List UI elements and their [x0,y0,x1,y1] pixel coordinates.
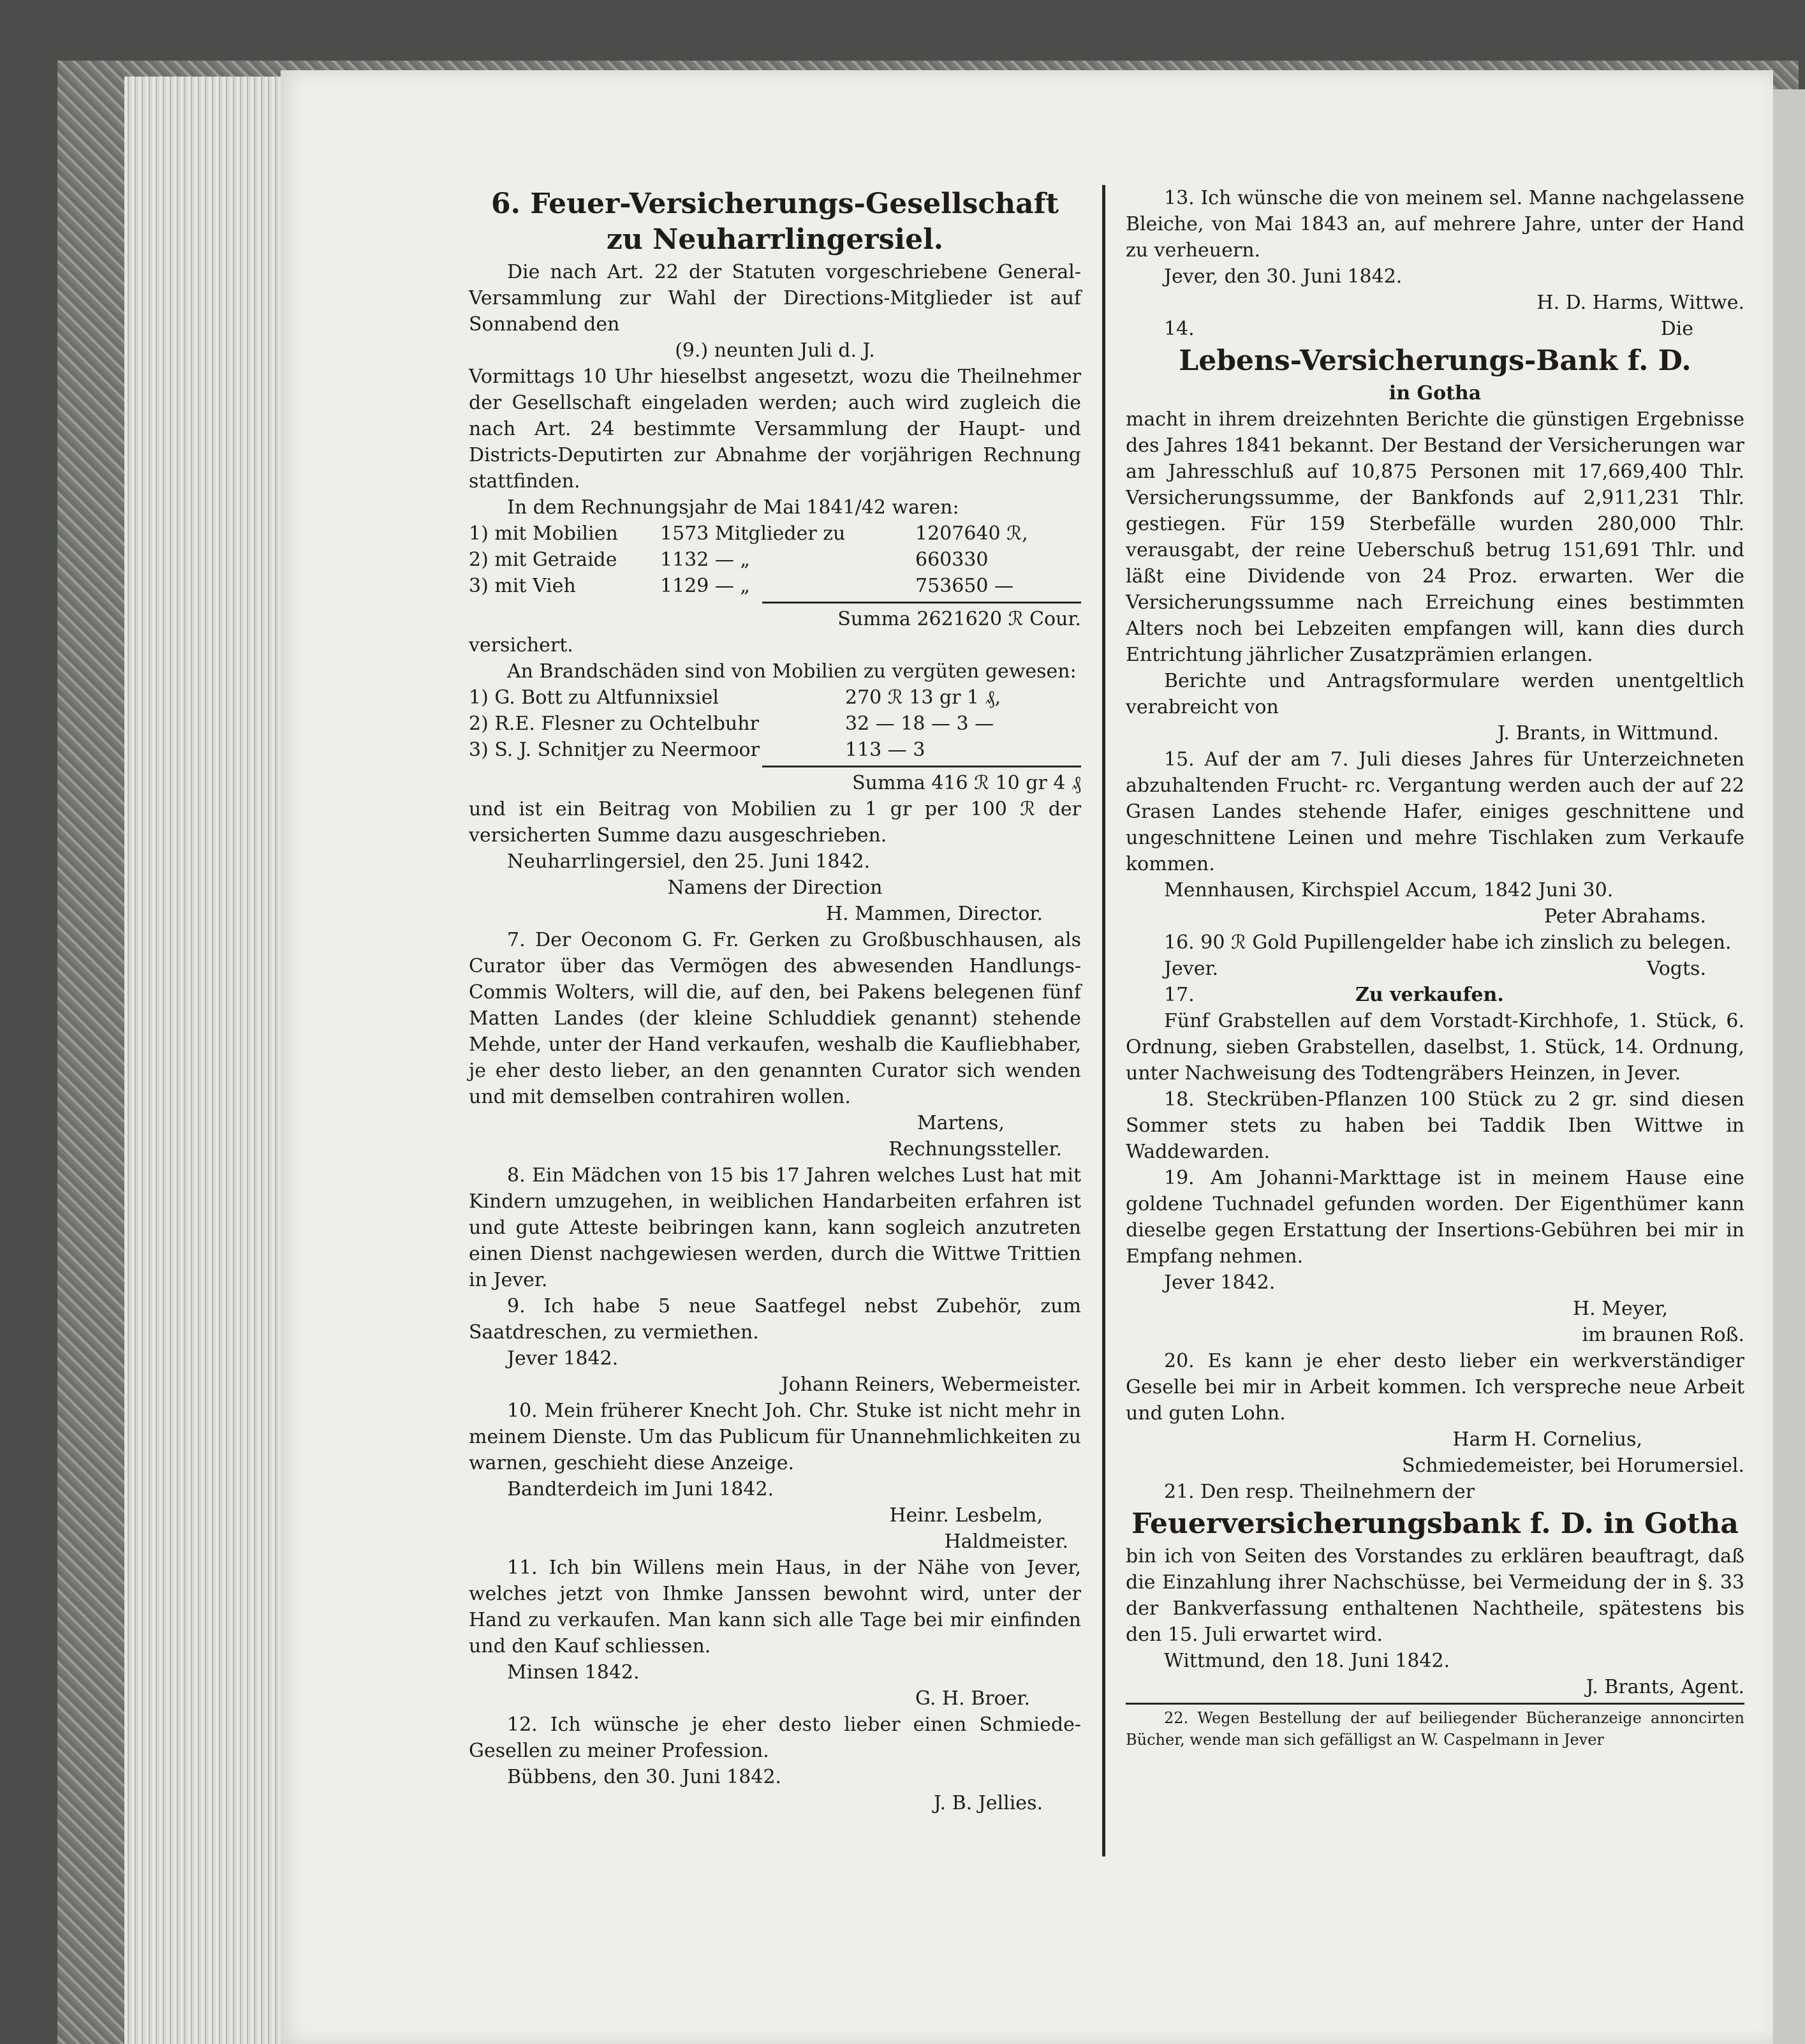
s22-text: 22. Wegen Bestellung der auf beiliegender Bücheranzeige annoncirten Bücher, wende man sich gefälligst an W. Caspelmann in Jever [1126,1709,1744,1749]
s15-place: Mennhausen, Kirchspiel Accum, 1842 Juni 30. [1164,879,1614,901]
ins-sum: Summa 2621620 ℛ Cour. [837,608,1081,630]
s20-sign-2: Schmiedemeister, bei Horumersiel. [1402,1455,1744,1477]
s10-text: 10. Mein früherer Knecht Joh. Chr. Stuke ist nicht mehr in meinem Dienste. Um das Publicum für Unannehmlichkeiten zu warnen, geschieht diese Anzeige. [469,1400,1081,1474]
s10-sign-2: Haldmeister. [944,1530,1068,1553]
page-edges [124,77,290,2044]
s14-subtitle: in Gotha [1389,382,1482,404]
s14-text-2: Berichte und Antragsformulare werden unentgeltlich verabreicht von [1126,670,1744,718]
s6-para-1: Die nach Art. 22 der Statuten vorgeschriebene General-Versammlung zur Wahl der Directions-Mitglieder ist auf Sonnabend den [469,261,1081,336]
s9-sign: Johann Reiners, Webermeister. [781,1374,1081,1396]
sum-rule [762,766,1081,767]
s11-place: Minsen 1842. [507,1661,640,1684]
s7-sign-2: Rechnungssteller. [888,1138,1062,1160]
dmg-row: 1) G. Bott zu Altfunnixsiel 270 ℛ 13 gr 1 ₰, [469,686,1001,709]
s6-para-4: versichert. [469,634,573,656]
ins-row: 2) mit Getraide 1132 — „ 660330 [469,549,989,571]
s20-text: 20. Es kann je eher desto lieber ein werkverständiger Geselle bei mir in Arbeit kommen. Ich verspreche neue Arbeit und guten Lohn. [1126,1350,1744,1425]
s21-title: Feuerversicherungsbank f. D. in Gotha [1131,1507,1739,1540]
right-column [1126,185,1744,1751]
s11-text: 11. Ich bin Willens mein Haus, in der Nähe von Jever, welches jetzt von Ihmke Janssen bewohnt wird, unter der Hand zu verkaufen. Man kann sich alle Tage bei mir einfinden und den Kauf schliessen. [469,1557,1081,1657]
s17-text: Fünf Grabstellen auf dem Vorstadt-Kirchhofe, 1. Stück, 6. Ordnung, sieben Grabstellen, daselbst, 1. Stück, 14. Ordnung, unter Nachweisung des Todtengräbers Heinzen, in Jever. [1126,1010,1744,1085]
s6-para-2: Vormittags 10 Uhr hieselbst angesetzt, wozu die Theilnehmer der Gesellschaft eingeladen werden; auch wird zugleich die nach Art. 24 bestimmte Versammlung der Haupt- und Districts-Deputirten zur Abnahme der vorjährigen Rechnung stattfinden. [469,366,1081,492]
s11-sign: G. H. Broer. [915,1687,1030,1710]
dmg-row: 3) S. J. Schnitjer zu Neermoor 113 — 3 [469,739,925,761]
s9-text: 9. Ich habe 5 neue Saatfegel nebst Zubehör, zum Saatdreschen, zu vermiethen. [469,1295,1081,1344]
s13-sign: H. D. Harms, Wittwe. [1536,292,1744,314]
s7-sign-1: Martens, [917,1112,1005,1134]
dmg-row: 2) R.E. Flesner zu Ochtelbuhr 32 — 18 — 3 — [469,713,994,735]
s6-sign-1: Namens der Direction [667,877,883,899]
s14-title: Lebens-Versicherungs-Bank f. D. [1179,344,1691,377]
s6-title-1: 6. Feuer-Versicherungs-Gesellschaft [491,188,1059,220]
s7-text: 7. Der Oeconom G. Fr. Gerken zu Großbuschhausen, als Curator über das Vermögen des abwesenden Handlungs-Commis Wolters, will die, auf den, bei Pakens belegenen fünf Matten Landes (der kleine Schluddiek genannt) stehende Mehde, unter der Hand verkaufen, weshalb die Kaufliebhaber, je eher desto lieber, an den genannten Curator sich wenden und mit demselben contrahiren wollen. [469,929,1081,1108]
s21-intro: 21. Den resp. Theilnehmern der [1164,1481,1475,1503]
s16-text: 16. 90 ℛ Gold Pupillengelder habe ich zinslich zu belegen. [1164,931,1732,954]
s16-footer: Jever. Vogts. [1164,958,1706,980]
s12-text: 12. Ich wünsche je eher desto lieber einen Schmiede-Gesellen zu meiner Profession. [469,1714,1081,1762]
s21-text: bin ich von Seiten des Vorstandes zu erklären beauftragt, daß die Einzahlung ihrer Nachschüsse, bei Vermeidung der in §. 33 der Bankverfassung enthaltenen Nachtheile, spätestens bis den 15. Juli erwartet wird. [1126,1545,1744,1646]
column-divider [1102,185,1105,1856]
left-column [469,185,1081,1816]
s13-text: 13. Ich wünsche die von meinem sel. Manne nachgelassene Bleiche, von Mai 1843 an, auf mehrere Jahre, unter der Hand zu verheuern. [1126,187,1744,262]
ins-row: 1) mit Mobilien 1573 Mitglieder zu 1207640 ℛ, [469,522,1028,545]
s21-sign: J. Brants, Agent. [1586,1676,1744,1698]
s19-sign-1: H. Meyer, [1573,1298,1668,1320]
s14-header: 14. Die [1164,318,1693,340]
s6-sign-2: H. Mammen, Director. [825,903,1043,925]
s18-text: 18. Steckrüben-Pflanzen 100 Stück zu 2 gr. sind diesen Sommer stets zu haben bei Taddik Iben Wittwe in Waddewarden. [1126,1088,1744,1163]
s12-sign: J. B. Jellies. [933,1792,1043,1814]
s20-sign-1: Harm H. Cornelius, [1452,1428,1642,1451]
s19-text: 19. Am Johanni-Markttage ist in meinem Hause eine goldene Tuchnadel gefunden worden. Der Eigenthümer kann dieselbe gegen Erstattung der Insertions-Gebühren bei mir in Empfang nehmen. [1126,1167,1744,1268]
sum-rule [762,602,1081,604]
dmg-sum: Summa 416 ℛ 10 gr 4 ₰ [852,772,1081,794]
next-page-edge [1773,89,1805,2044]
s6-title-2: zu Neuharrlingersiel. [606,223,944,256]
s17-header: 17. Zu verkaufen. [1164,984,1504,1006]
ins-row: 3) mit Vieh 1129 — „ 753650 — [469,575,1014,597]
s15-sign: Peter Abrahams. [1544,905,1706,928]
s13-place: Jever, den 30. Juni 1842. [1164,265,1403,288]
s6-place: Neuharrlingersiel, den 25. Juni 1842. [507,850,871,873]
s10-place: Bandterdeich im Juni 1842. [507,1478,774,1500]
s12-place: Bübbens, den 30. Juni 1842. [507,1766,782,1788]
s9-place: Jever 1842. [507,1347,619,1370]
s10-sign-1: Heinr. Lesbelm, [889,1504,1043,1527]
footer-rule [1126,1703,1744,1705]
s15-text: 15. Auf der am 7. Juli dieses Jahres für Unterzeichneten abzuhaltenden Frucht- rc. Vergantung werden auch der auf 22 Grasen Landes stehende Hafer, einiges geschnittene und ungeschnittene Leinen und mehre Tischlaken zum Verkaufe kommen. [1126,748,1744,875]
s6-para-3: In dem Rechnungsjahr de Mai 1841/42 waren: [507,496,959,519]
s6-para-6: und ist ein Beitrag von Mobilien zu 1 gr per 100 ℛ der versicherten Summe dazu ausgeschrieben. [469,798,1081,847]
s8-text: 8. Ein Mädchen von 15 bis 17 Jahren welches Lust hat mit Kindern umzugehen, in weiblichen Handarbeiten erfahren ist und gute Atteste beibringen kann, kann sogleich anzutreten einen Dienst nachgewiesen werden, durch die Wittwe Trittien in Jever. [469,1164,1081,1291]
s6-para-5: An Brandschäden sind von Mobilien zu vergüten gewesen: [507,660,1077,683]
s14-text: macht in ihrem dreizehnten Berichte die günstigen Ergebnisse des Jahres 1841 bekannt. Der Bestand der Versicherungen war am Jahresschluß auf 10,875 Personen mit 17,669,400 Thlr. Versicherungssumme, der Bankfonds auf 2,911,231 Thlr. gestiegen. Für 159 Sterbefälle wurden 280,000 Thlr. verausgabt, der reine Ueberschuß betrug 151,691 Thlr. und läßt eine Dividende von 24 Proz. erwarten. Wer die Versicherungssumme nach Erreichung eines bestimmten Alters noch bei Lebzeiten empfangen will, kann dies durch Entrichtung jährlicher Zusatzprämien erlangen. [1126,408,1744,666]
s6-date: (9.) neunten Juli d. J. [675,339,875,362]
s19-sign-2: im braunen Roß. [1582,1324,1744,1346]
s21-place: Wittmund, den 18. Juni 1842. [1164,1650,1450,1672]
s19-place: Jever 1842. [1164,1271,1276,1294]
s14-sign: J. Brants, in Wittmund. [1497,722,1719,744]
